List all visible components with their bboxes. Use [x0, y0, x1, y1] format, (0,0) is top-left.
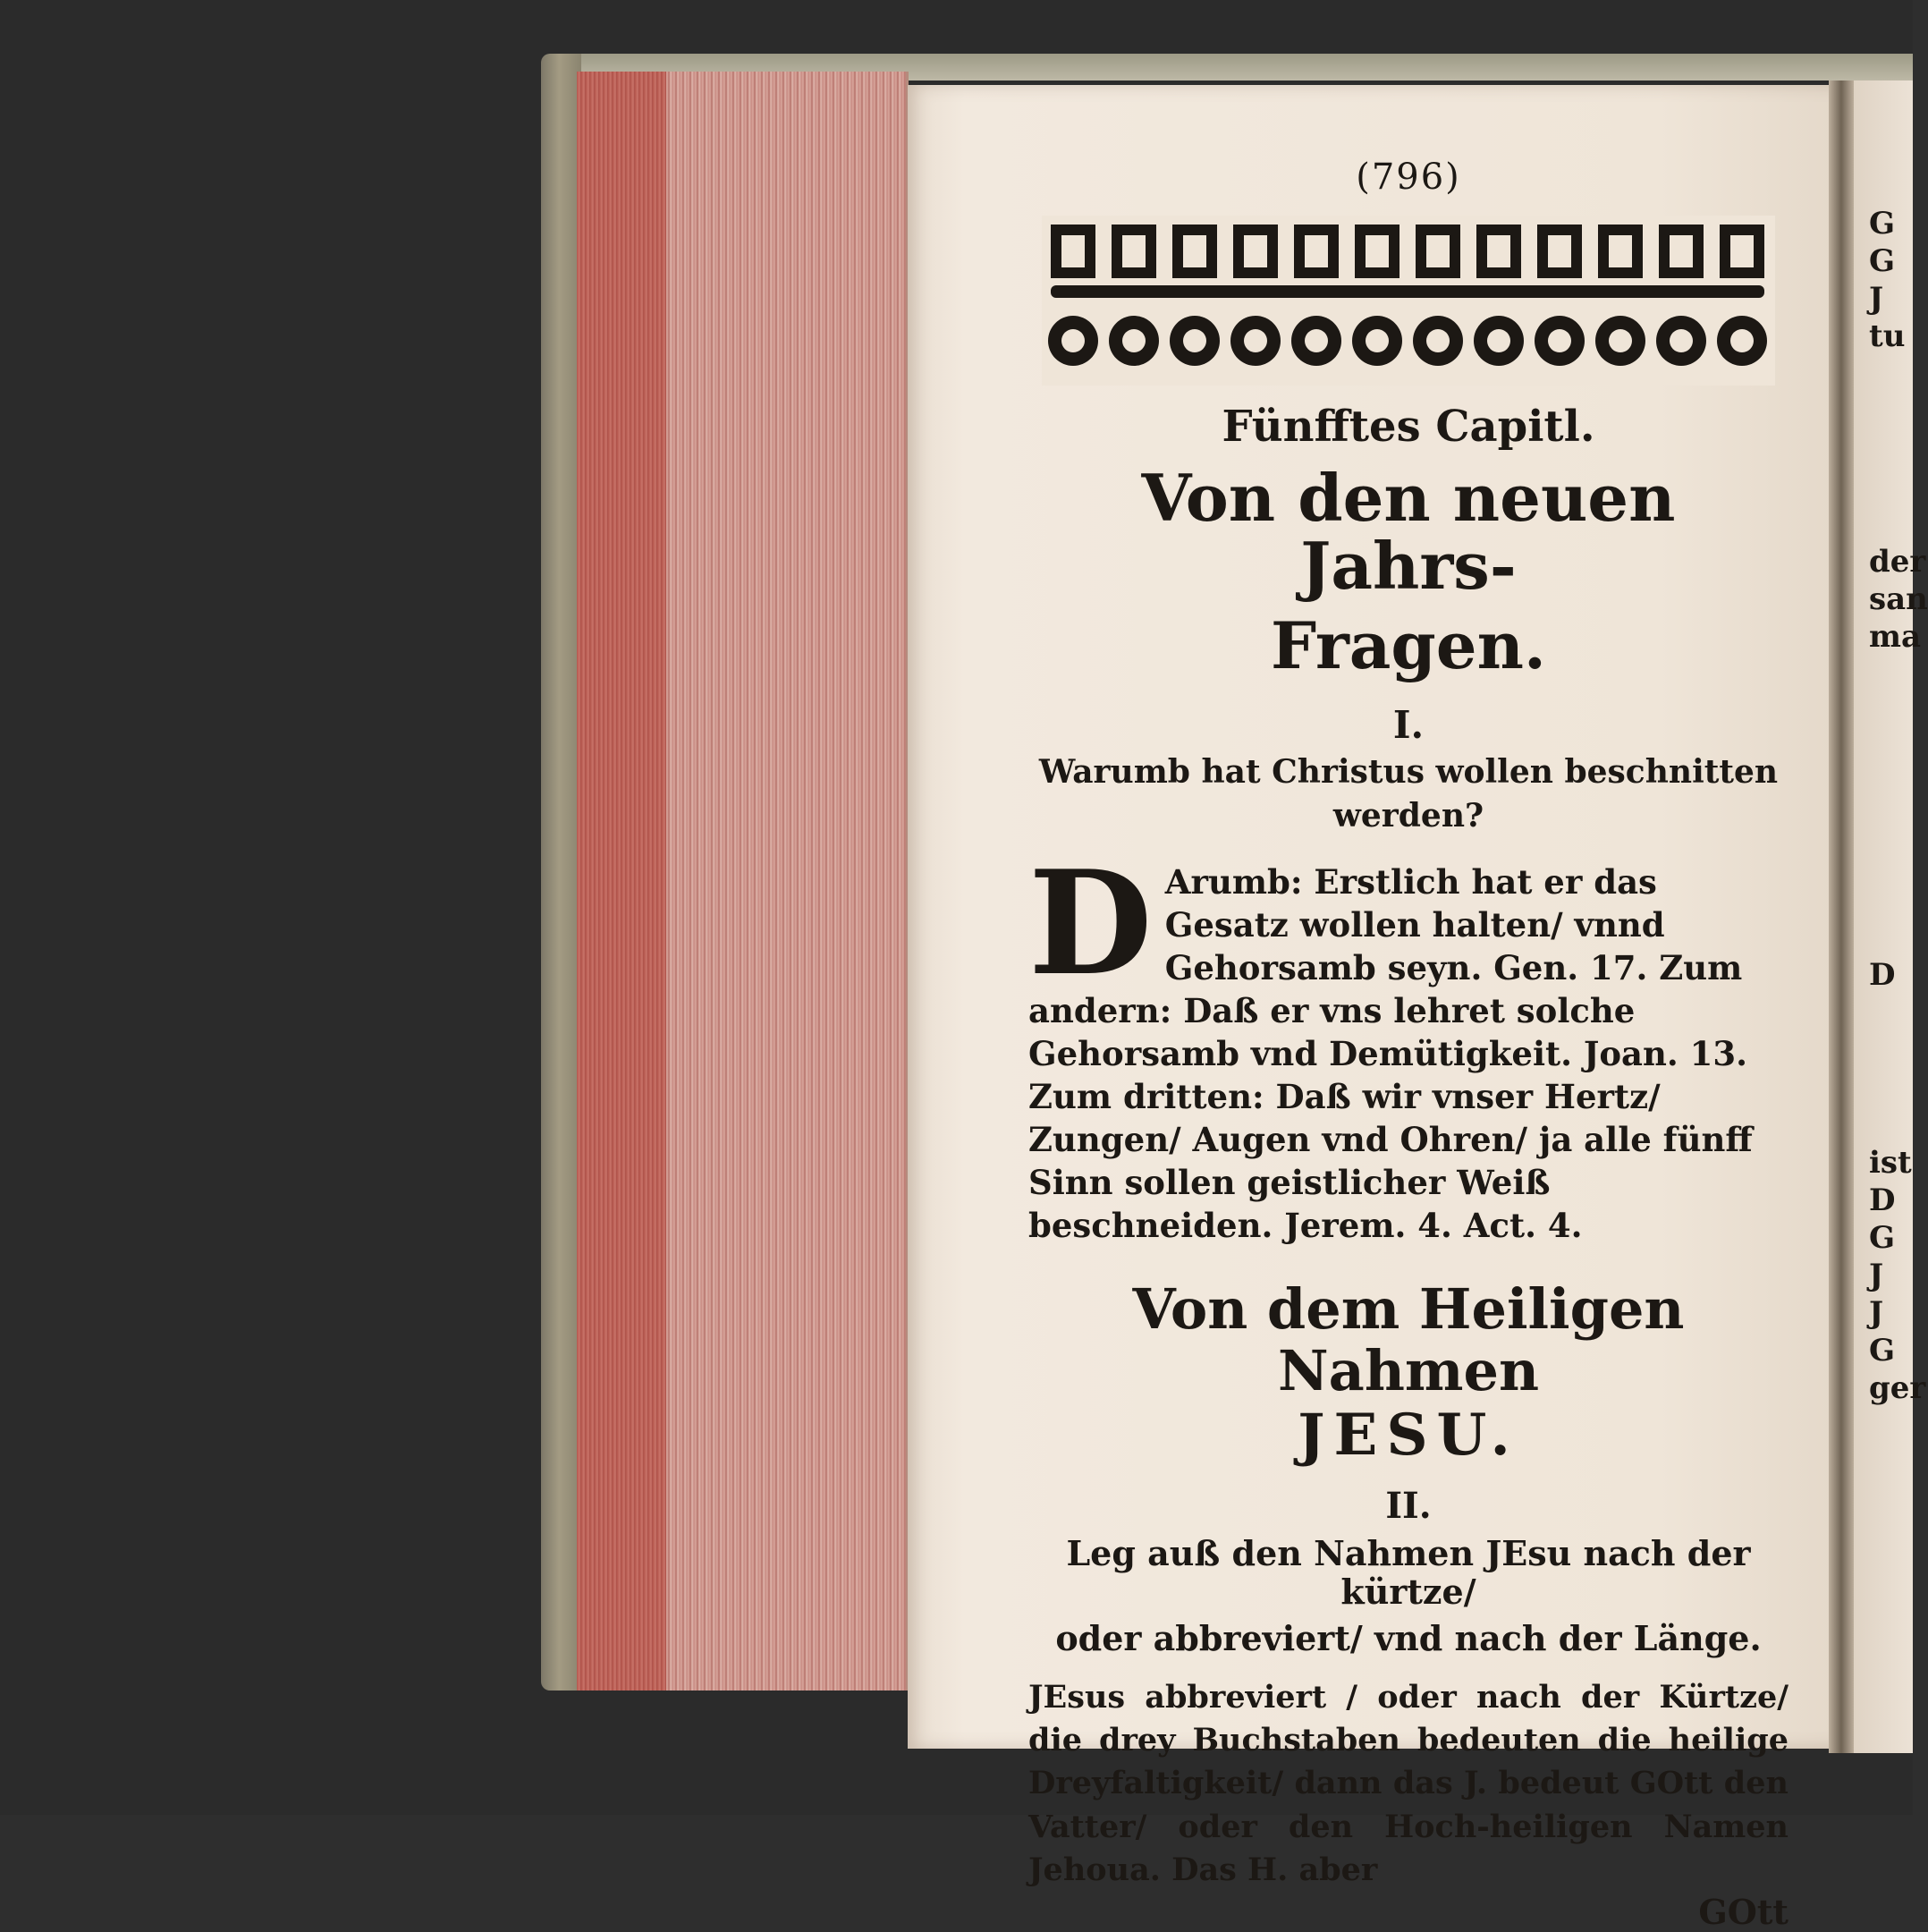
answer-1-paragraph	[1028, 838, 1788, 1248]
page-edges-red	[577, 72, 666, 1690]
fragment-line	[1869, 844, 1913, 882]
fragment-line	[1869, 394, 1913, 431]
ornament-band	[1042, 216, 1775, 386]
question-2-line1: Leg auß den Nahmen JEsu nach der kürtze/	[1066, 1532, 1751, 1613]
page-content	[1028, 157, 1788, 1932]
fragment-line: J	[1869, 281, 1884, 317]
fragment-line	[1869, 469, 1913, 506]
fragment-line	[1869, 431, 1913, 469]
fragment-line	[1869, 807, 1913, 844]
fragment-line	[1869, 919, 1913, 957]
fragment-line	[1869, 694, 1913, 732]
drop-cap: D	[1028, 838, 1153, 1007]
fragment-line: G	[1869, 243, 1896, 279]
fragment-line	[1869, 995, 1913, 1032]
fragment-line	[1869, 1032, 1913, 1070]
fragment-line: ger	[1869, 1370, 1926, 1406]
fragment-line: D	[1869, 1182, 1896, 1218]
fragment-line	[1869, 769, 1913, 807]
question-2-line2: oder abbreviert/ vnd nach der Länge.	[1055, 1618, 1762, 1659]
fragment-line	[1869, 506, 1913, 544]
fragment-line: tu	[1869, 318, 1906, 354]
fragment-line	[1869, 1107, 1913, 1145]
fragment-line: G	[1869, 1220, 1896, 1256]
page-number: (796)	[1356, 157, 1461, 198]
fragment-line	[1869, 732, 1913, 769]
book-spine	[541, 54, 581, 1690]
question-1-line2: werden?	[1332, 797, 1484, 835]
fragment-line: ist	[1869, 1145, 1912, 1181]
answer-2-paragraph: JEsus abbreviert / oder nach der Kürtze/ die drey Buchstaben bedeuten die heilige Dreyfaltigkeit/ dann das J. bedeut GOtt den Vatter/ oder den Hoch-heiligen Namen Jehoua. Das H. aber	[1028, 1678, 1788, 1889]
fragment-line: J	[1869, 1295, 1884, 1331]
fragment-line: G	[1869, 1333, 1896, 1368]
chapter-label: Fünfftes Capitl.	[1222, 402, 1595, 452]
question-2-number: II.	[1385, 1484, 1432, 1527]
fragment-line: der	[1869, 544, 1926, 580]
fragment-line	[1869, 356, 1913, 394]
fragment-line: san	[1869, 581, 1928, 617]
fragment-line	[1869, 1070, 1913, 1107]
question-1-line1: Warumb hat Christus wollen beschnitten	[1038, 752, 1779, 791]
fragment-line	[1869, 882, 1913, 919]
catchword: GOtt	[1698, 1892, 1788, 1932]
answer-1-text: Arumb: Erstlich hat er das Gesatz wollen halten/ vnnd Gehorsamb seyn. Gen. 17. Zum andern: Daß er vns lehret solche Gehorsamb vnd Demütigkeit. Joan. 13. Zum dritten: Daß wir vnser Hertz/ Zungen/ Augen vnd Ohren/ ja alle fünff Sinn sollen geistlicher Weiß beschneiden. Jerem. 4. Act. 4.	[1028, 861, 1753, 1246]
fragment-line: ma	[1869, 619, 1922, 655]
fragment-line: D	[1869, 957, 1896, 993]
chapter-title-line1: Von den neuen Jahrs-	[1141, 460, 1676, 604]
fragment-line: G	[1869, 206, 1896, 242]
fragment-line: J	[1869, 1258, 1884, 1293]
facing-page-fragments	[1869, 206, 1928, 1408]
section-title: Von dem Heiligen Nahmen	[1132, 1276, 1685, 1403]
question-1-number: I.	[1392, 702, 1425, 747]
chapter-title-line2: Fragen.	[1270, 607, 1546, 684]
fragment-line	[1869, 657, 1913, 694]
book-gutter	[1829, 80, 1854, 1753]
section-name: JESU.	[1298, 1401, 1519, 1469]
